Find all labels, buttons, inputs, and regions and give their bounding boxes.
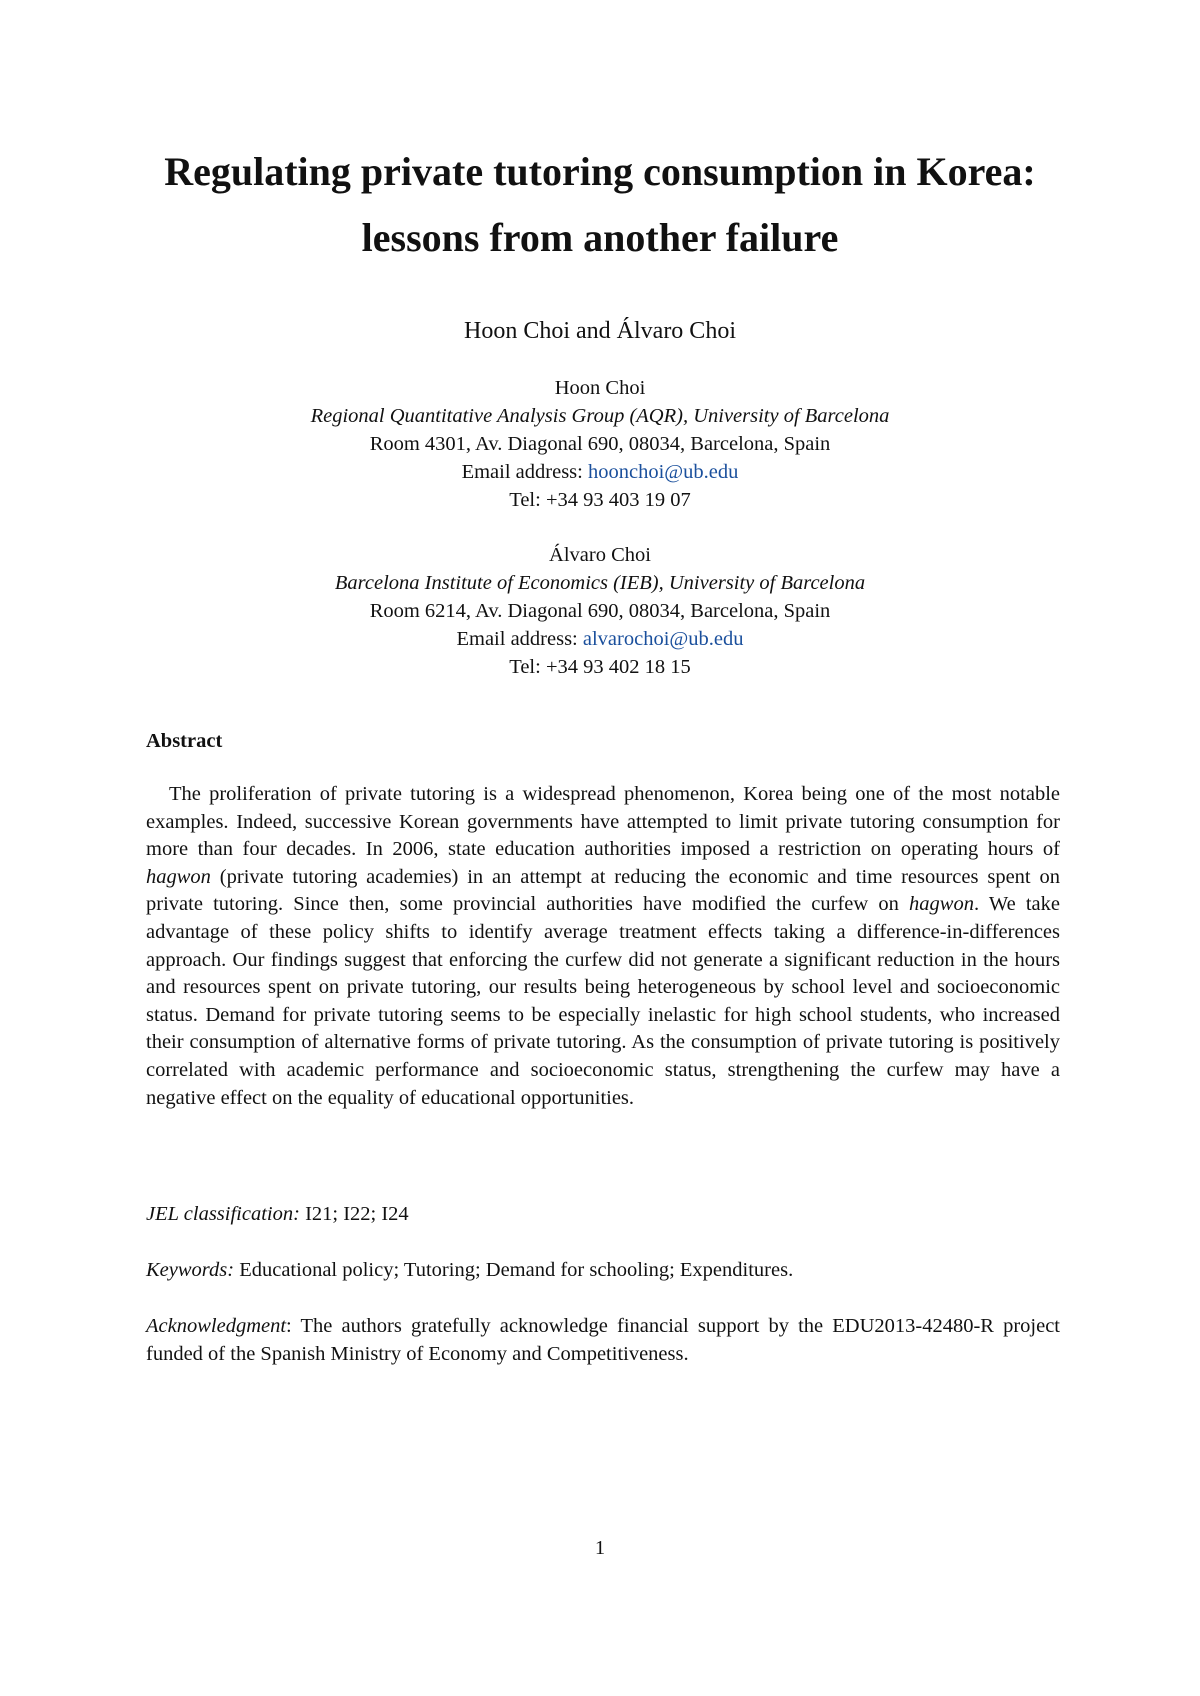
- abstract-body: [146, 781, 1060, 1112]
- abstract-text-part-3: . We take advantage of these policy shifts to identify average treatment effects taking a difference-in-differences approach. Our findings suggest that enforcing the curfew did not generate a significant reduction in the hours and resources spent on private tutoring, our results being heterogeneous by school level and socioeconomic status. Demand for private tutoring seems to be especially inelastic for high school students, who increased their consumption of alternative forms of private tutoring. As the consumption of private tutoring is positively correlated with academic performance and socioeconomic status, strengthening the curfew may have a negative effect on the equality of educational opportunities.: [146, 893, 1060, 1109]
- jel-classification: [146, 1201, 1060, 1229]
- email-link[interactable]: hoonchoi@ub.edu: [587, 461, 739, 483]
- affiliation-email-line: [100, 458, 1100, 486]
- affiliation-institution: Regional Quantitative Analysis Group (AQR), University of Barcelona: [310, 405, 890, 427]
- affiliation-tel: Tel: +34 93 402 18 15: [509, 656, 691, 678]
- affiliation-email-line: [100, 625, 1100, 653]
- jel-value: I21; I22; I24: [299, 1203, 409, 1225]
- abstract-text-part-2: (private tutoring academies) in an attempt at reducing the economic and time resources spent on private tutoring. Since then, some provincial authorities have modified the curfew on: [146, 865, 1060, 916]
- abstract-text-part-1: The proliferation of private tutoring is a widespread phenomenon, Korea being one of the most notable examples. Indeed, successive Korean governments have attempted to limit private tutoring consumption for more than four decades. In 2006, state education authorities imposed a restriction on operating hours of: [146, 783, 1060, 861]
- affiliation-address: Room 6214, Av. Diagonal 690, 08034, Barcelona, Spain: [369, 600, 831, 622]
- affiliation-block-2: [100, 541, 1100, 681]
- keywords: [146, 1257, 1060, 1285]
- affiliation-institution: Barcelona Institute of Economics (IEB), University of Barcelona: [334, 572, 866, 594]
- abstract-term-hagwon: hagwon: [146, 865, 211, 888]
- abstract-heading: Abstract: [146, 730, 223, 752]
- affiliation-tel: Tel: +34 93 403 19 07: [509, 489, 691, 511]
- affiliation-name: Álvaro Choi: [549, 544, 651, 566]
- jel-label: JEL classification:: [146, 1203, 300, 1225]
- abstract-term-hagwon: hagwon: [909, 893, 974, 916]
- email-link[interactable]: alvarochoi@ub.edu: [582, 628, 744, 650]
- keywords-value: Educational policy; Tutoring; Demand for schooling; Expenditures.: [234, 1259, 794, 1281]
- acknowledgment: [146, 1313, 1060, 1368]
- affiliation-name: Hoon Choi: [554, 377, 646, 399]
- paper-title-line-1: Regulating private tutoring consumption in Korea:: [164, 149, 1036, 194]
- paper-title-line-2: lessons from another failure: [361, 215, 839, 260]
- author-list: Hoon Choi and Álvaro Choi: [464, 318, 736, 344]
- acknowledgment-value: : The authors gratefully acknowledge financial support by the EDU2013-42480-R project funded of the Spanish Ministry of Economy and Competitiveness.: [146, 1315, 1060, 1365]
- email-label: Email address:: [461, 461, 588, 483]
- page-number: 1: [594, 1537, 606, 1559]
- keywords-label: Keywords:: [146, 1259, 235, 1281]
- acknowledgment-label: Acknowledgment: [146, 1315, 287, 1337]
- email-label: Email address:: [456, 628, 583, 650]
- affiliation-block-1: [100, 374, 1100, 514]
- affiliation-address: Room 4301, Av. Diagonal 690, 08034, Barcelona, Spain: [369, 433, 831, 455]
